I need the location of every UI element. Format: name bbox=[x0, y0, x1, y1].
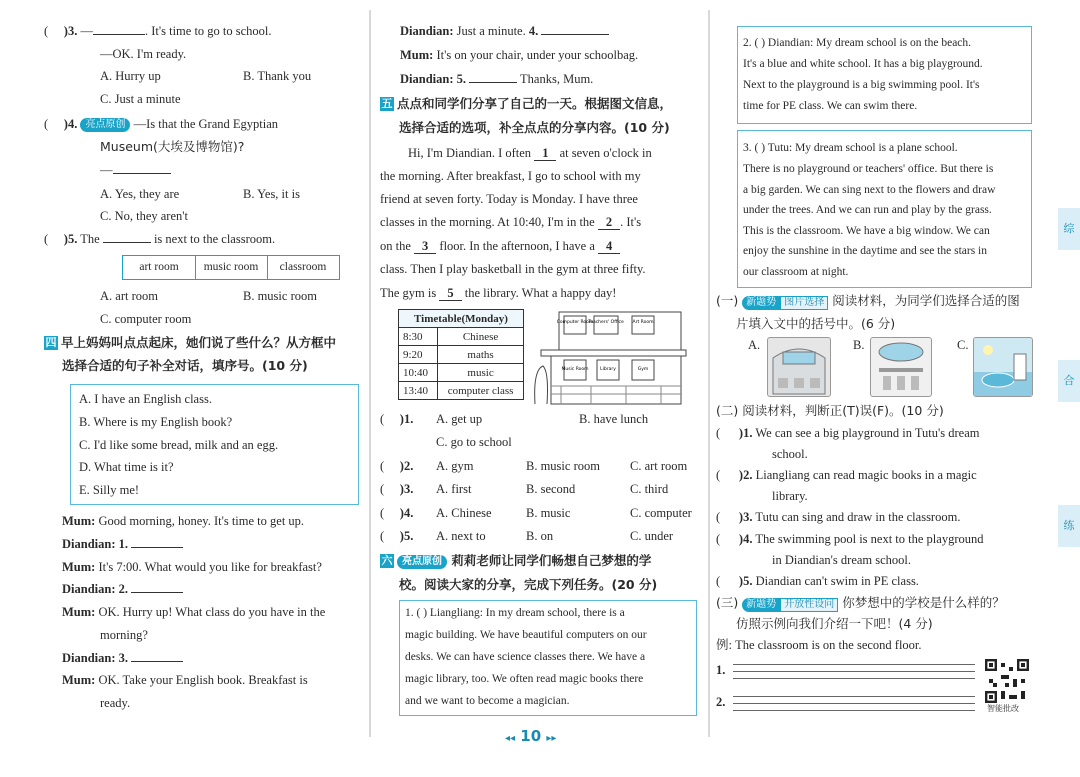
mc-question: ( )4. bbox=[380, 506, 414, 520]
mc-option[interactable]: C. go to school bbox=[436, 435, 512, 449]
answer-blank[interactable] bbox=[541, 34, 609, 35]
share-text: enjoy the sunshine in the daytime and see the stars in bbox=[743, 245, 987, 257]
mc-question: ( )2. bbox=[380, 459, 414, 473]
passage-line: friend at seven forty. Today is Monday. I have three bbox=[380, 192, 638, 206]
q3-line1: ( )3. — . It's time to go to school. bbox=[44, 24, 272, 38]
timetable-time: 9:20 bbox=[399, 346, 438, 364]
share-text: 1. ( ) Liangliang: In my dream school, there is a bbox=[405, 607, 625, 619]
answer-blank[interactable] bbox=[113, 173, 171, 174]
mc-option[interactable]: C. under bbox=[630, 529, 674, 543]
mc-option[interactable]: B. on bbox=[526, 529, 554, 543]
timetable-subject: maths bbox=[438, 346, 524, 364]
writing-line[interactable] bbox=[733, 671, 975, 672]
passage-line: on the 3 floor. In the afternoon, I have a 4 bbox=[380, 238, 620, 254]
q3-option-a[interactable]: A. Hurry up bbox=[100, 69, 161, 83]
room-label: Library bbox=[600, 367, 616, 372]
picture-b-magic-room bbox=[870, 337, 932, 397]
passage-line: Hi, I'm Diandian. I often 1 at seven o'clock in bbox=[408, 146, 652, 160]
dialog-line: Mum: OK. Take your English book. Breakfast is bbox=[62, 673, 308, 687]
share-text: It's a blue and white school. It has a big playground. bbox=[743, 58, 983, 70]
answer-blank[interactable] bbox=[131, 661, 183, 662]
timetable-time: 8:30 bbox=[399, 328, 438, 346]
mc-option[interactable]: A. gym bbox=[436, 459, 474, 473]
share-text: and we want to become a magician. bbox=[405, 695, 570, 707]
dialog-line: Diandian: 3. bbox=[62, 650, 183, 666]
page-number: ◂◂ 10 ▸▸ bbox=[505, 727, 557, 745]
sentence-option: C. I'd like some bread, milk and an egg. bbox=[79, 438, 279, 452]
picture-label: B. bbox=[853, 338, 865, 352]
dialog-line: morning? bbox=[100, 628, 148, 642]
dialog-line: Mum: It's on your chair, under your schoolbag. bbox=[400, 48, 639, 62]
tf-question: ( )5. Diandian can't swim in PE class. bbox=[716, 574, 919, 588]
mc-option[interactable]: A. get up bbox=[436, 412, 483, 426]
share-text: magic building. We have beautiful computers on our bbox=[405, 629, 647, 641]
room-label: Computer Room bbox=[556, 320, 594, 325]
room-label: Teachers' Office bbox=[588, 320, 624, 325]
share-text: There is no playground or teachers' office. But there is bbox=[743, 163, 994, 175]
tf-question: ( )2. Liangliang can read magic books in a magic bbox=[716, 468, 977, 482]
timetable-time: 10:40 bbox=[399, 364, 438, 382]
room-label: Art Room bbox=[632, 320, 654, 325]
q4-line3: — bbox=[100, 162, 171, 178]
picture-c-beach-school bbox=[973, 337, 1033, 397]
section-4-subtitle: 选择合适的句子补全对话，填序号。(10 分) bbox=[62, 358, 308, 373]
mc-question: ( )1. bbox=[380, 412, 414, 426]
word-box-item: music room bbox=[195, 256, 268, 279]
highlight-badge: 亮点原创 bbox=[80, 118, 130, 132]
word-box bbox=[122, 255, 340, 280]
share-text: 3. ( ) Tutu: My dream school is a plane school. bbox=[743, 142, 958, 154]
share-box-3 bbox=[737, 130, 1032, 288]
share-text: under the trees. And we can run and play by the grass. bbox=[743, 204, 992, 216]
side-tab: 综 bbox=[1058, 208, 1080, 250]
answer-blank[interactable] bbox=[131, 547, 183, 548]
mc-option[interactable]: A. next to bbox=[436, 529, 486, 543]
q4-option-a[interactable]: A. Yes, they are bbox=[100, 187, 180, 201]
trend-badge: 新题势 bbox=[742, 296, 780, 310]
timetable-time: 13:40 bbox=[399, 382, 438, 400]
column-divider bbox=[369, 10, 371, 737]
q5-option-a[interactable]: A. art room bbox=[100, 289, 158, 303]
task-2-title: (二) 阅读材料，判断正(T)误(F)。(10 分) bbox=[716, 403, 944, 418]
passage-line: The gym is 5 the library. What a happy day! bbox=[380, 286, 617, 300]
writing-line[interactable] bbox=[733, 696, 975, 697]
dialog-line: ready. bbox=[100, 696, 131, 710]
mc-option[interactable]: A. Chinese bbox=[436, 506, 492, 520]
section-4-title: 四 早上妈妈叫点点起床，她们说了些什么？从方框中 bbox=[45, 335, 337, 350]
writing-line[interactable] bbox=[733, 678, 975, 679]
timetable-subject: Chinese bbox=[438, 328, 524, 346]
share-text: This is the classroom. We have a big window. We can bbox=[743, 225, 990, 237]
type-badge: 开放性设问 bbox=[780, 598, 838, 612]
answer-blank[interactable] bbox=[131, 592, 183, 593]
mc-option[interactable]: B. second bbox=[526, 482, 576, 496]
task-1-title: (一) 新题势 图片选择 阅读材料，为同学们选择合适的图 bbox=[716, 293, 1020, 308]
tf-question: ( )4. The swimming pool is next to the playground bbox=[716, 532, 984, 546]
passage-line: class. Then I play basketball in the gym at three fifty. bbox=[380, 262, 646, 276]
q3-line2: —OK. I'm ready. bbox=[100, 47, 187, 61]
side-tab: 练 bbox=[1058, 505, 1080, 547]
q3-option-b[interactable]: B. Thank you bbox=[243, 69, 312, 83]
mc-option[interactable]: B. have lunch bbox=[579, 412, 649, 426]
example-sentence: 例: The classroom is on the second floor. bbox=[716, 638, 922, 652]
type-badge: 图片选择 bbox=[780, 296, 828, 310]
share-text: Next to the playground is a big swimming pool. It's bbox=[743, 79, 980, 91]
timetable bbox=[398, 309, 524, 400]
dialog-line: Mum: Good morning, honey. It's time to get up. bbox=[62, 514, 305, 528]
column-divider bbox=[708, 10, 710, 737]
dialog-line: Diandian: 5. Thanks, Mum. bbox=[400, 72, 594, 86]
q4-option-b[interactable]: B. Yes, it is bbox=[243, 187, 300, 201]
room-label: Music Room bbox=[561, 367, 589, 372]
qr-caption: 智能批改 bbox=[987, 704, 1019, 713]
q5-option-c[interactable]: C. computer room bbox=[100, 312, 192, 326]
passage-line: the morning. After breakfast, I go to school with my bbox=[380, 169, 641, 183]
share-text: 2. ( ) Diandian: My dream school is on the beach. bbox=[743, 37, 972, 49]
q4-option-c[interactable]: C. No, they aren't bbox=[100, 209, 188, 223]
mc-option[interactable]: C. third bbox=[630, 482, 669, 496]
mc-option[interactable]: B. music bbox=[526, 506, 571, 520]
task-1-subtitle: 片填入文中的括号中。(6 分) bbox=[736, 316, 896, 331]
task-3-title: (三) 新题势 开放性设问 你梦想中的学校是什么样的？ bbox=[716, 595, 1005, 610]
mc-question: ( )3. bbox=[380, 482, 414, 496]
dialog-line: Diandian: 1. bbox=[62, 536, 183, 552]
q5-line1: ( )5. The is next to the classroom. bbox=[44, 232, 276, 246]
sentence-option: D. What time is it? bbox=[79, 460, 174, 474]
writing-line[interactable] bbox=[733, 664, 975, 665]
answer-line-label: 1. bbox=[716, 663, 726, 677]
dialog-line: Mum: It's 7:00. What would you like for breakfast? bbox=[62, 560, 322, 574]
q5-option-b[interactable]: B. music room bbox=[243, 289, 317, 303]
word-box-item: classroom bbox=[279, 261, 327, 273]
tf-question-cont: school. bbox=[772, 447, 808, 461]
trend-badge: 新题势 bbox=[742, 598, 780, 612]
highlight-badge: 亮点原创 bbox=[397, 555, 447, 569]
picture-label: A. bbox=[748, 338, 761, 352]
q3-option-c[interactable]: C. Just a minute bbox=[100, 92, 181, 106]
share-box-2 bbox=[737, 26, 1032, 124]
tf-question-cont: library. bbox=[772, 489, 808, 503]
mc-option[interactable]: C. computer bbox=[630, 506, 692, 520]
tf-question: ( )3. Tutu can sing and draw in the classroom. bbox=[716, 510, 961, 524]
sentence-options-box bbox=[70, 384, 359, 505]
share-box-1 bbox=[399, 600, 697, 716]
word-box-item: art room bbox=[123, 256, 196, 279]
school-building-illustration bbox=[531, 310, 691, 406]
dialog-line: Diandian: 2. bbox=[62, 581, 183, 597]
task-3-subtitle: 仿照示例向我们介绍一下吧！(4 分) bbox=[736, 616, 933, 631]
section-6-title: 六 亮点原创 莉莉老师让同学们畅想自己梦想的学 bbox=[381, 553, 652, 568]
writing-line[interactable] bbox=[733, 703, 975, 704]
dialog-line: Diandian: Just a minute. 4. bbox=[400, 23, 609, 39]
section-5-title: 五 点点和同学们分享了自己的一天。根据图文信息， bbox=[381, 96, 673, 111]
section-5-subtitle: 选择合适的选项，补全点点的分享内容。(10 分) bbox=[399, 120, 670, 135]
timetable-title: Timetable(Monday) bbox=[399, 310, 524, 328]
picture-a-plane-classroom bbox=[767, 337, 831, 397]
timetable-subject: music bbox=[438, 364, 524, 382]
tf-question-cont: in Diandian's dream school. bbox=[772, 553, 912, 567]
share-text: time for PE class. We can swim there. bbox=[743, 100, 918, 112]
share-text: magic library, too. We often read magic books there bbox=[405, 673, 644, 685]
q4-line2: Museum(大埃及博物馆)? bbox=[100, 139, 245, 154]
mc-option[interactable]: C. art room bbox=[630, 459, 688, 473]
timetable-subject: computer class bbox=[438, 382, 524, 400]
side-tab: 合 bbox=[1058, 360, 1080, 402]
sentence-option: E. Silly me! bbox=[79, 483, 140, 497]
answer-line-label: 2. bbox=[716, 695, 726, 709]
room-label: Gym bbox=[637, 367, 649, 372]
next-arrows-icon: ▸▸ bbox=[546, 733, 557, 744]
answer-blank[interactable] bbox=[103, 242, 151, 243]
dialog-line: Mum: OK. Hurry up! What class do you have in the bbox=[62, 605, 326, 619]
tf-question: ( )1. We can see a big playground in Tutu's dream bbox=[716, 426, 980, 440]
share-text: desks. We can have science classes there. We have a bbox=[405, 651, 646, 663]
sentence-option: B. Where is my English book? bbox=[79, 415, 233, 429]
share-text: our classroom at night. bbox=[743, 266, 849, 278]
mc-option[interactable]: B. music room bbox=[526, 459, 600, 473]
answer-blank[interactable] bbox=[469, 82, 517, 83]
mc-option[interactable]: A. first bbox=[436, 482, 472, 496]
qr-code[interactable] bbox=[985, 659, 1029, 703]
writing-line[interactable] bbox=[733, 710, 975, 711]
share-text: a big garden. We can sing next to the flowers and draw bbox=[743, 184, 996, 196]
prev-arrows-icon: ◂◂ bbox=[505, 733, 516, 744]
q4-line1: ( )4. 亮点原创 —Is that the Grand Egyptian bbox=[44, 117, 279, 131]
picture-label: C. bbox=[957, 338, 969, 352]
mc-question: ( )5. bbox=[380, 529, 414, 543]
passage-line: classes in the morning. At 10:40, I'm in the 2 . It's bbox=[380, 215, 642, 229]
sentence-option: A. I have an English class. bbox=[79, 392, 212, 406]
answer-blank[interactable] bbox=[93, 34, 145, 35]
section-6-subtitle: 校。阅读大家的分享，完成下列任务。(20 分) bbox=[399, 577, 658, 592]
